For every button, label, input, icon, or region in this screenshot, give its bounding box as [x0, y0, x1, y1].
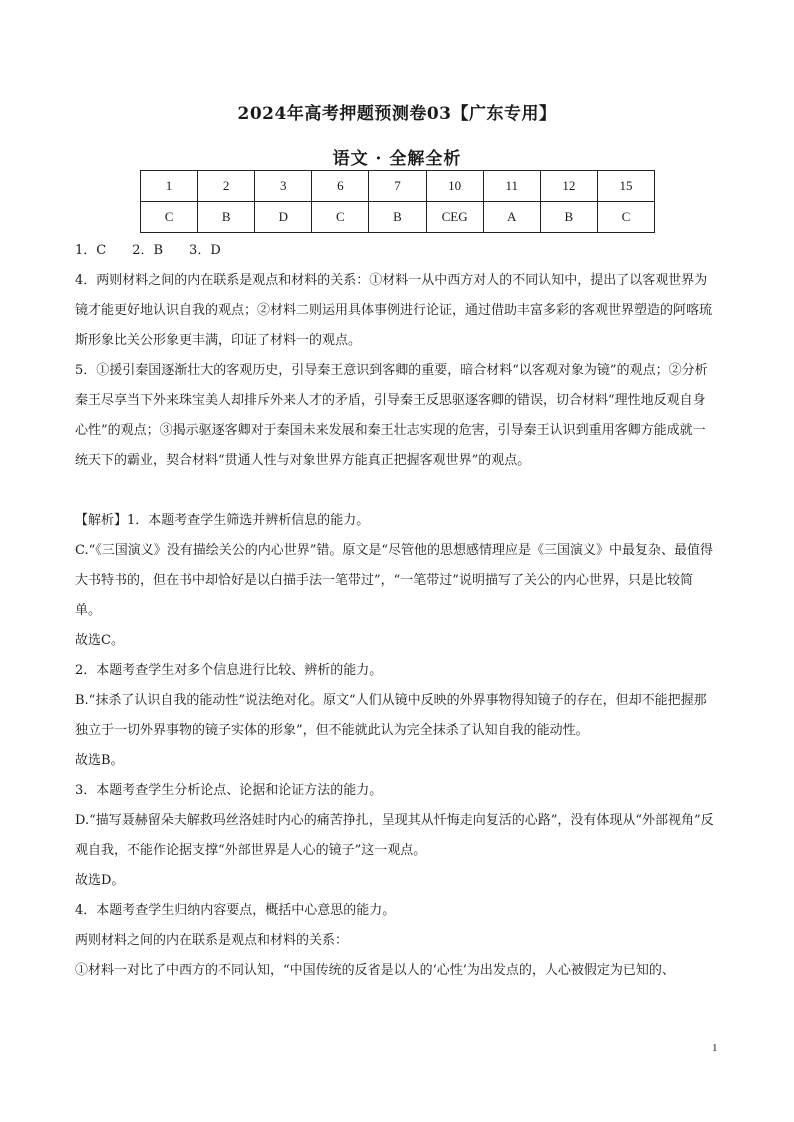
choice-line: 故选C。: [75, 633, 124, 648]
answer-paragraph-5: 5．①援引秦国逐渐壮大的客观历史，引导秦王意识到客卿的重要，暗合材料“以客观对象为镜”的观点；②分析秦王尽享当下外来珠宝美人却排斥外来人才的矛盾，引导秦王反思驱逐客卿的错误，切合材料“理性地反观自身心性”的观点；③揭示驱逐客卿对于秦国未来发展和秦王壮志实现的危害，引导秦王认识到重用客卿方能成就一统天下的霸业，契合材料“贯通人性与对象世界方能真正把握客观世界”的观点。: [75, 363, 708, 468]
analysis-heading: 【解析】1．本题考查学生筛选并辨析信息的能力。: [75, 513, 370, 528]
analysis-paragraph: 两则材料之间的内在联系是观点和材料的关系：: [75, 933, 349, 948]
question-number-cell: 2: [198, 171, 255, 202]
analysis-paragraph: B.“抹杀了认识自我的能动性”说法绝对化。原文“人们从镜中反映的外界事物得知镜子的存在，但却不能把握那独立于一切外界事物的镜子实体的形象”，但不能就此认为完全抹杀了认知自我的能动性。: [75, 693, 707, 738]
analysis-paragraph: C.“《三国演义》没有描绘关公的内心世界”错。原文是“尽管他的思想感情理应是《三国演义》中最复杂、最值得大书特书的，但在书中却恰好是以白描手法一笔带过”，“一笔带过”说明描写了关公的内心世界，只是比较简单。: [75, 543, 714, 618]
analysis-paragraph: ①材料一对比了中西方的不同认知，“中国传统的反省是以人的‘心性’为出发点的，人心被假定为已知的、: [75, 963, 675, 978]
answer-table: [140, 170, 655, 233]
question-number-cell: 7: [369, 171, 426, 202]
page-subtitle: 语文 · 全解全析: [332, 149, 462, 169]
analysis-paragraph: 4．本题考查学生归纳内容要点，概括中心意思的能力。: [75, 903, 396, 918]
answer-cell: B: [198, 202, 255, 233]
question-number-cell: 11: [483, 171, 540, 202]
page-number: 1: [712, 1042, 718, 1054]
answer-cell: CEG: [426, 202, 483, 233]
analysis-paragraph: 3．本题考查学生分析论点、论据和论证方法的能力。: [75, 783, 383, 798]
short-answers-line: 1．C 2．B 3．D: [75, 243, 221, 258]
question-number-cell: 6: [312, 171, 369, 202]
page-title: 2024年高考押题预测卷03【广东专用】: [237, 104, 557, 124]
choice-line: 故选D。: [75, 873, 125, 888]
question-number-cell: 1: [141, 171, 198, 202]
answer-cell: C: [141, 202, 198, 233]
question-number-cell: 10: [426, 171, 483, 202]
question-number-cell: 3: [255, 171, 312, 202]
answer-cell: B: [369, 202, 426, 233]
answer-row: [141, 202, 655, 233]
answer-cell: C: [312, 202, 369, 233]
answer-cell: D: [255, 202, 312, 233]
question-number-cell: 12: [540, 171, 597, 202]
answer-cell: A: [483, 202, 540, 233]
question-number-cell: 15: [597, 171, 654, 202]
analysis-paragraph: 2．本题考查学生对多个信息进行比较、辨析的能力。: [75, 663, 383, 678]
blank-line: [75, 476, 715, 506]
choice-line: 故选B。: [75, 753, 124, 768]
answer-section: [75, 236, 715, 986]
answer-cell: B: [540, 202, 597, 233]
answer-cell: C: [597, 202, 654, 233]
question-number-row: [141, 171, 655, 202]
answer-paragraph-4: 4．两则材料之间的内在联系是观点和材料的关系：①材料一从中西方对人的不同认知中，提出了以客观世界为镜才能更好地认识自我的观点；②材料二则运用具体事例进行论证，通过借助丰富多彩的客观世界塑造的阿喀琉斯形象比关公形象更丰满，印证了材料一的观点。: [75, 273, 713, 348]
analysis-paragraph: D.“描写聂赫留朵夫解救玛丝洛娃时内心的痛苦挣扎，呈现其从忏悔走向复活的心路”，没有体现从“外部视角”反观自我，不能作论据支撑“外部世界是人心的镜子”这一观点。: [75, 813, 714, 858]
